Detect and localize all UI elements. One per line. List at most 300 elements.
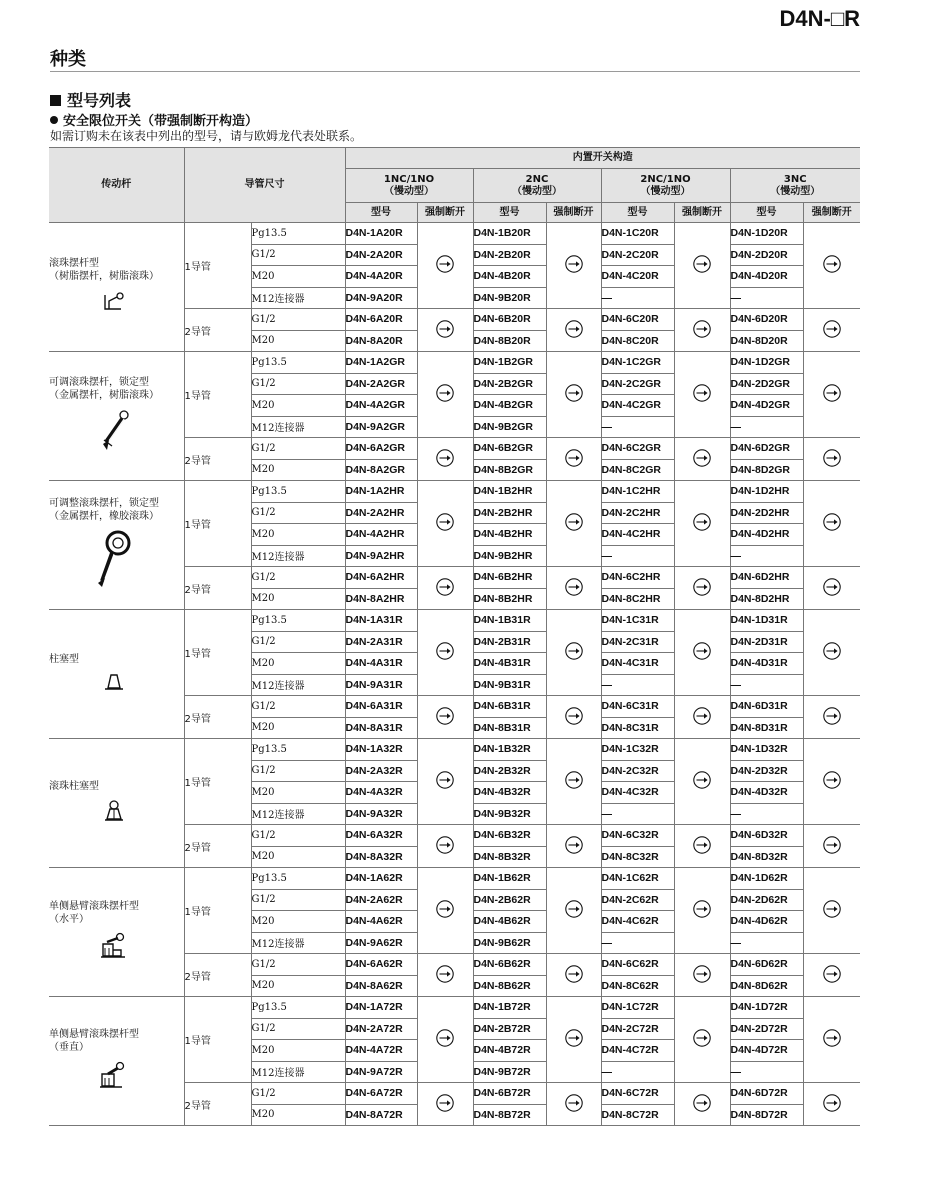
model-number: D4N-6C20R (601, 309, 674, 331)
model-number: D4N-2D32R (730, 760, 803, 782)
model-number: D4N-1D32R (730, 739, 803, 761)
conduit-count: 1导管 (184, 481, 251, 567)
model-number: D4N-4D72R (730, 1040, 803, 1062)
forced-break-cell (803, 567, 860, 610)
model-number: D4N-9B2GR (473, 416, 546, 438)
model-number: D4N-2A32R (345, 760, 417, 782)
forced-break-cell (674, 954, 730, 997)
forced-break-icon (822, 1105, 842, 1116)
model-number: D4N-8C2GR (601, 459, 674, 481)
model-number: D4N-4C2HR (601, 524, 674, 546)
conduit-size: M20 (251, 846, 345, 868)
conduit-count: 1导管 (184, 223, 251, 309)
forced-break-cell (417, 997, 473, 1083)
model-number: D4N-4C62R (601, 911, 674, 933)
model-number: D4N-2A20R (345, 244, 417, 266)
conduit-size: M20 (251, 1040, 345, 1062)
adjustable-roller-lever-icon (49, 408, 179, 456)
section-title: 种类 (50, 49, 86, 70)
model-number: D4N-4A32R (345, 782, 417, 804)
forced-break-icon (822, 266, 842, 277)
model-number: D4N-8C31R (601, 717, 674, 739)
model-number: D4N-8D31R (730, 717, 803, 739)
forced-break-cell (674, 997, 730, 1083)
forced-break-icon (822, 718, 842, 729)
table-row (49, 352, 860, 374)
model-number: D4N-2C31R (601, 631, 674, 653)
forced-break-cell (674, 223, 730, 309)
model-number: D4N-2B20R (473, 244, 546, 266)
actuator-cell (49, 223, 184, 352)
model-number: D4N-2C32R (601, 760, 674, 782)
model-number: D4N-4A72R (345, 1040, 417, 1062)
model-number: D4N-2A31R (345, 631, 417, 653)
model-number: D4N-2D2HR (730, 502, 803, 524)
model-number: D4N-9A32R (345, 803, 417, 825)
square-bullet-icon (50, 95, 61, 106)
model-number: D4N-9A72R (345, 1061, 417, 1083)
forced-break-cell (546, 567, 601, 610)
conduit-size: G1/2 (251, 373, 345, 395)
conduit-size: G1/2 (251, 567, 345, 589)
forced-break-cell (546, 223, 601, 309)
subsection-title (50, 88, 131, 111)
model-number: — (730, 287, 803, 309)
forced-break-cell (546, 481, 601, 567)
header-forced-break: 强制断开 (546, 203, 601, 223)
model-number: — (730, 932, 803, 954)
model-number: D4N-8C20R (601, 330, 674, 352)
forced-break-icon (692, 331, 712, 342)
model-number: D4N-4B72R (473, 1040, 546, 1062)
model-number: D4N-6B31R (473, 696, 546, 718)
model-number: D4N-6A2GR (345, 438, 417, 460)
roller-plunger-icon (49, 799, 179, 827)
section-divider (50, 71, 860, 72)
plunger-icon (49, 672, 179, 696)
forced-break-icon (692, 1040, 712, 1051)
model-number: — (601, 674, 674, 696)
model-number: D4N-1A72R (345, 997, 417, 1019)
forced-break-cell (546, 868, 601, 954)
model-number: D4N-8A2GR (345, 459, 417, 481)
conduit-size: Pg13.5 (251, 610, 345, 632)
conduit-size: G1/2 (251, 244, 345, 266)
model-number: D4N-8B20R (473, 330, 546, 352)
forced-break-cell (674, 825, 730, 868)
model-number: D4N-8C32R (601, 846, 674, 868)
model-number: D4N-1B20R (473, 223, 546, 245)
model-number: D4N-9B20R (473, 287, 546, 309)
forced-break-icon (692, 589, 712, 600)
model-number: D4N-8B2GR (473, 459, 546, 481)
conduit-size: Pg13.5 (251, 481, 345, 503)
forced-break-icon (435, 782, 455, 793)
forced-break-icon (822, 460, 842, 471)
header-actuator: 传动杆 (49, 148, 184, 223)
model-number: D4N-9A62R (345, 932, 417, 954)
model-number: D4N-1B2GR (473, 352, 546, 374)
model-number: D4N-4C31R (601, 653, 674, 675)
forced-break-icon (435, 911, 455, 922)
forced-break-cell (546, 1083, 601, 1126)
conduit-count: 1导管 (184, 739, 251, 825)
model-number: D4N-2B72R (473, 1018, 546, 1040)
actuator-name: 单侧悬臂滚珠摆杆型 (49, 901, 139, 912)
actuator-cell (49, 610, 184, 739)
model-number: D4N-8A2HR (345, 588, 417, 610)
forced-break-cell (417, 438, 473, 481)
forced-break-cell (803, 481, 860, 567)
forced-break-icon (435, 653, 455, 664)
model-number: D4N-6D2GR (730, 438, 803, 460)
model-number: D4N-1A31R (345, 610, 417, 632)
forced-break-cell (674, 739, 730, 825)
forced-break-icon (564, 460, 584, 471)
forced-break-cell (546, 997, 601, 1083)
forced-break-cell (546, 954, 601, 997)
actuator-cell (49, 352, 184, 481)
model-number: D4N-4B62R (473, 911, 546, 933)
forced-break-cell (803, 997, 860, 1083)
model-number: D4N-1A2GR (345, 352, 417, 374)
model-number: D4N-1D2GR (730, 352, 803, 374)
actuator-name: （金属摆杆，橡胶滚珠） (49, 511, 159, 522)
model-number: — (601, 287, 674, 309)
actuator-name: 滚珠柱塞型 (49, 780, 99, 792)
model-number: D4N-2C2HR (601, 502, 674, 524)
model-number: D4N-2A62R (345, 889, 417, 911)
conduit-size: M12连接器 (251, 545, 345, 567)
actuator-cell (49, 997, 184, 1126)
actuator-name: （树脂摆杆，树脂滚珠） (49, 271, 159, 282)
table-row (49, 997, 860, 1019)
model-number: D4N-2D72R (730, 1018, 803, 1040)
order-note: 如需订购未在该表中列出的型号，请与欧姆龙代表处联系。 (50, 129, 363, 143)
model-number: D4N-2C20R (601, 244, 674, 266)
forced-break-icon (692, 460, 712, 471)
model-number: D4N-1C31R (601, 610, 674, 632)
model-number: D4N-9A20R (345, 287, 417, 309)
forced-break-cell (674, 567, 730, 610)
model-number: D4N-8A72R (345, 1104, 417, 1126)
model-number: D4N-8D72R (730, 1104, 803, 1126)
conduit-size: G1/2 (251, 1018, 345, 1040)
actuator-cell (49, 481, 184, 610)
conduit-size: G1/2 (251, 1083, 345, 1105)
conduit-size: G1/2 (251, 631, 345, 653)
forced-break-icon (435, 1040, 455, 1051)
forced-break-icon (564, 524, 584, 535)
conduit-count: 1导管 (184, 610, 251, 696)
conduit-size: M12连接器 (251, 932, 345, 954)
model-number: D4N-4B31R (473, 653, 546, 675)
model-number: D4N-1B32R (473, 739, 546, 761)
forced-break-icon (822, 847, 842, 858)
model-number: D4N-1B72R (473, 997, 546, 1019)
model-number: D4N-9B72R (473, 1061, 546, 1083)
conduit-count: 1导管 (184, 352, 251, 438)
forced-break-icon (692, 976, 712, 987)
header-contact-config: 内置开关构造 (345, 148, 860, 169)
forced-break-icon (692, 653, 712, 664)
model-number: D4N-4B32R (473, 782, 546, 804)
conduit-size: M20 (251, 653, 345, 675)
model-number: D4N-2C62R (601, 889, 674, 911)
conduit-size: G1/2 (251, 825, 345, 847)
conduit-size: Pg13.5 (251, 739, 345, 761)
model-number: D4N-1B62R (473, 868, 546, 890)
forced-break-icon (564, 718, 584, 729)
model-number: D4N-1A2HR (345, 481, 417, 503)
model-number: — (730, 416, 803, 438)
conduit-size: M20 (251, 717, 345, 739)
model-number: D4N-8C2HR (601, 588, 674, 610)
forced-break-cell (803, 868, 860, 954)
model-number: D4N-9A31R (345, 674, 417, 696)
header-forced-break: 强制断开 (803, 203, 860, 223)
one-way-roller-arm-horizontal-icon (49, 932, 179, 964)
model-number: D4N-4B2HR (473, 524, 546, 546)
round-bullet-icon (50, 116, 58, 124)
forced-break-cell (417, 868, 473, 954)
conduit-size: G1/2 (251, 760, 345, 782)
conduit-size: M20 (251, 911, 345, 933)
model-number: D4N-2D20R (730, 244, 803, 266)
conduit-size: M20 (251, 975, 345, 997)
actuator-name: 可调整滚珠摆杆，锁定型 (49, 498, 159, 509)
model-number: D4N-9A2GR (345, 416, 417, 438)
model-number: D4N-6D62R (730, 954, 803, 976)
model-number: D4N-6B20R (473, 309, 546, 331)
model-number: D4N-8B2HR (473, 588, 546, 610)
forced-break-cell (803, 309, 860, 352)
conduit-size: G1/2 (251, 438, 345, 460)
conduit-size: M12连接器 (251, 674, 345, 696)
forced-break-cell (417, 1083, 473, 1126)
model-number: D4N-1B31R (473, 610, 546, 632)
conduit-count: 1导管 (184, 868, 251, 954)
table-row (49, 610, 860, 632)
model-number: D4N-8D2HR (730, 588, 803, 610)
model-number: D4N-1A32R (345, 739, 417, 761)
forced-break-icon (822, 911, 842, 922)
header-model: 型号 (601, 203, 674, 223)
conduit-count: 2导管 (184, 954, 251, 997)
model-number: — (730, 545, 803, 567)
forced-break-icon (692, 1105, 712, 1116)
model-number: — (601, 545, 674, 567)
model-number: D4N-8D32R (730, 846, 803, 868)
forced-break-cell (674, 352, 730, 438)
model-number: D4N-4D31R (730, 653, 803, 675)
model-number: D4N-1C62R (601, 868, 674, 890)
model-number: D4N-6C2HR (601, 567, 674, 589)
header-forced-break: 强制断开 (417, 203, 473, 223)
actuator-name: 滚珠摆杆型 (49, 258, 99, 269)
header-contact-type: 1NC/1NO （慢动型） (345, 169, 473, 203)
model-number: D4N-8A62R (345, 975, 417, 997)
model-number: D4N-1C2GR (601, 352, 674, 374)
forced-break-cell (417, 696, 473, 739)
model-table (49, 147, 860, 1126)
forced-break-icon (692, 718, 712, 729)
forced-break-icon (822, 395, 842, 406)
model-number: D4N-1D20R (730, 223, 803, 245)
forced-break-cell (803, 223, 860, 309)
table-row (49, 481, 860, 503)
model-number: D4N-4C32R (601, 782, 674, 804)
model-number: D4N-4A20R (345, 266, 417, 288)
model-number: — (730, 1061, 803, 1083)
model-number: D4N-4D2GR (730, 395, 803, 417)
forced-break-icon (822, 331, 842, 342)
model-number: D4N-4A2GR (345, 395, 417, 417)
header-forced-break: 强制断开 (674, 203, 730, 223)
model-number: D4N-2A2HR (345, 502, 417, 524)
conduit-size: G1/2 (251, 696, 345, 718)
conduit-size: M20 (251, 395, 345, 417)
adjustable-rubber-roller-lever-icon (49, 529, 179, 593)
model-number: D4N-4B20R (473, 266, 546, 288)
model-number: D4N-4A31R (345, 653, 417, 675)
conduit-size: Pg13.5 (251, 868, 345, 890)
conduit-size: M20 (251, 782, 345, 804)
actuator-name: 单侧悬臂滚珠摆杆型 (49, 1029, 139, 1040)
conduit-size: M20 (251, 588, 345, 610)
forced-break-cell (803, 610, 860, 696)
forced-break-cell (546, 696, 601, 739)
model-number: D4N-6C72R (601, 1083, 674, 1105)
model-number: D4N-6D2HR (730, 567, 803, 589)
conduit-size: M12连接器 (251, 287, 345, 309)
model-number: D4N-6D31R (730, 696, 803, 718)
conduit-size: M20 (251, 524, 345, 546)
forced-break-icon (435, 395, 455, 406)
forced-break-icon (435, 718, 455, 729)
model-number: D4N-1D2HR (730, 481, 803, 503)
model-number: D4N-2D2GR (730, 373, 803, 395)
table-body (49, 223, 860, 1126)
model-number: D4N-4D2HR (730, 524, 803, 546)
forced-break-icon (564, 1105, 584, 1116)
model-number: D4N-4B2GR (473, 395, 546, 417)
model-number: — (730, 674, 803, 696)
model-number: D4N-4A2HR (345, 524, 417, 546)
model-number: D4N-8B62R (473, 975, 546, 997)
model-number: D4N-8D20R (730, 330, 803, 352)
model-number: D4N-8B32R (473, 846, 546, 868)
forced-break-icon (564, 589, 584, 600)
model-number: D4N-2A72R (345, 1018, 417, 1040)
one-way-roller-arm-vertical-icon (49, 1060, 179, 1094)
model-number: D4N-4D32R (730, 782, 803, 804)
forced-break-cell (803, 438, 860, 481)
model-number: D4N-6A2HR (345, 567, 417, 589)
model-number: D4N-6D32R (730, 825, 803, 847)
model-number: D4N-2B62R (473, 889, 546, 911)
model-number: D4N-4D62R (730, 911, 803, 933)
forced-break-icon (564, 266, 584, 277)
table-row (49, 868, 860, 890)
forced-break-cell (546, 610, 601, 696)
model-number: D4N-8A31R (345, 717, 417, 739)
model-number: D4N-9B62R (473, 932, 546, 954)
conduit-count: 2导管 (184, 825, 251, 868)
conduit-size: M20 (251, 459, 345, 481)
conduit-size: G1/2 (251, 502, 345, 524)
subsection-title-text: 型号列表 (67, 91, 132, 110)
forced-break-cell (417, 954, 473, 997)
forced-break-cell (546, 825, 601, 868)
conduit-size: M20 (251, 330, 345, 352)
forced-break-icon (435, 266, 455, 277)
model-title: D4N-□R (779, 6, 860, 31)
model-number: D4N-6D20R (730, 309, 803, 331)
model-number: D4N-2D62R (730, 889, 803, 911)
forced-break-cell (674, 438, 730, 481)
model-number: D4N-6D72R (730, 1083, 803, 1105)
conduit-size: M12连接器 (251, 803, 345, 825)
conduit-count: 1导管 (184, 997, 251, 1083)
forced-break-icon (435, 524, 455, 535)
actuator-cell (49, 868, 184, 997)
forced-break-icon (435, 847, 455, 858)
model-number: D4N-6B32R (473, 825, 546, 847)
model-number: D4N-9A2HR (345, 545, 417, 567)
forced-break-icon (564, 395, 584, 406)
model-number: D4N-9B32R (473, 803, 546, 825)
actuator-cell (49, 739, 184, 868)
conduit-size: G1/2 (251, 309, 345, 331)
model-number: D4N-8B31R (473, 717, 546, 739)
forced-break-cell (674, 481, 730, 567)
model-number: D4N-1D31R (730, 610, 803, 632)
model-number: D4N-8C62R (601, 975, 674, 997)
forced-break-cell (803, 739, 860, 825)
conduit-count: 2导管 (184, 1083, 251, 1126)
model-number: D4N-6C62R (601, 954, 674, 976)
conduit-size: M20 (251, 266, 345, 288)
model-number: D4N-2B2HR (473, 502, 546, 524)
header-model: 型号 (473, 203, 546, 223)
model-number: D4N-9B31R (473, 674, 546, 696)
model-number: — (601, 416, 674, 438)
model-number: D4N-2A2GR (345, 373, 417, 395)
forced-break-cell (803, 352, 860, 438)
forced-break-icon (822, 1040, 842, 1051)
forced-break-cell (674, 868, 730, 954)
forced-break-cell (546, 739, 601, 825)
forced-break-cell (417, 481, 473, 567)
model-number: — (601, 1061, 674, 1083)
conduit-size: M12连接器 (251, 416, 345, 438)
forced-break-icon (692, 847, 712, 858)
forced-break-cell (546, 352, 601, 438)
conduit-count: 2导管 (184, 309, 251, 352)
model-number: D4N-6A31R (345, 696, 417, 718)
forced-break-icon (822, 524, 842, 535)
forced-break-icon (564, 976, 584, 987)
actuator-name: 柱塞型 (49, 653, 79, 665)
forced-break-cell (546, 438, 601, 481)
model-number: D4N-1A62R (345, 868, 417, 890)
conduit-size: G1/2 (251, 954, 345, 976)
forced-break-cell (803, 954, 860, 997)
table-row (49, 739, 860, 761)
conduit-size: Pg13.5 (251, 223, 345, 245)
model-number: D4N-1C72R (601, 997, 674, 1019)
